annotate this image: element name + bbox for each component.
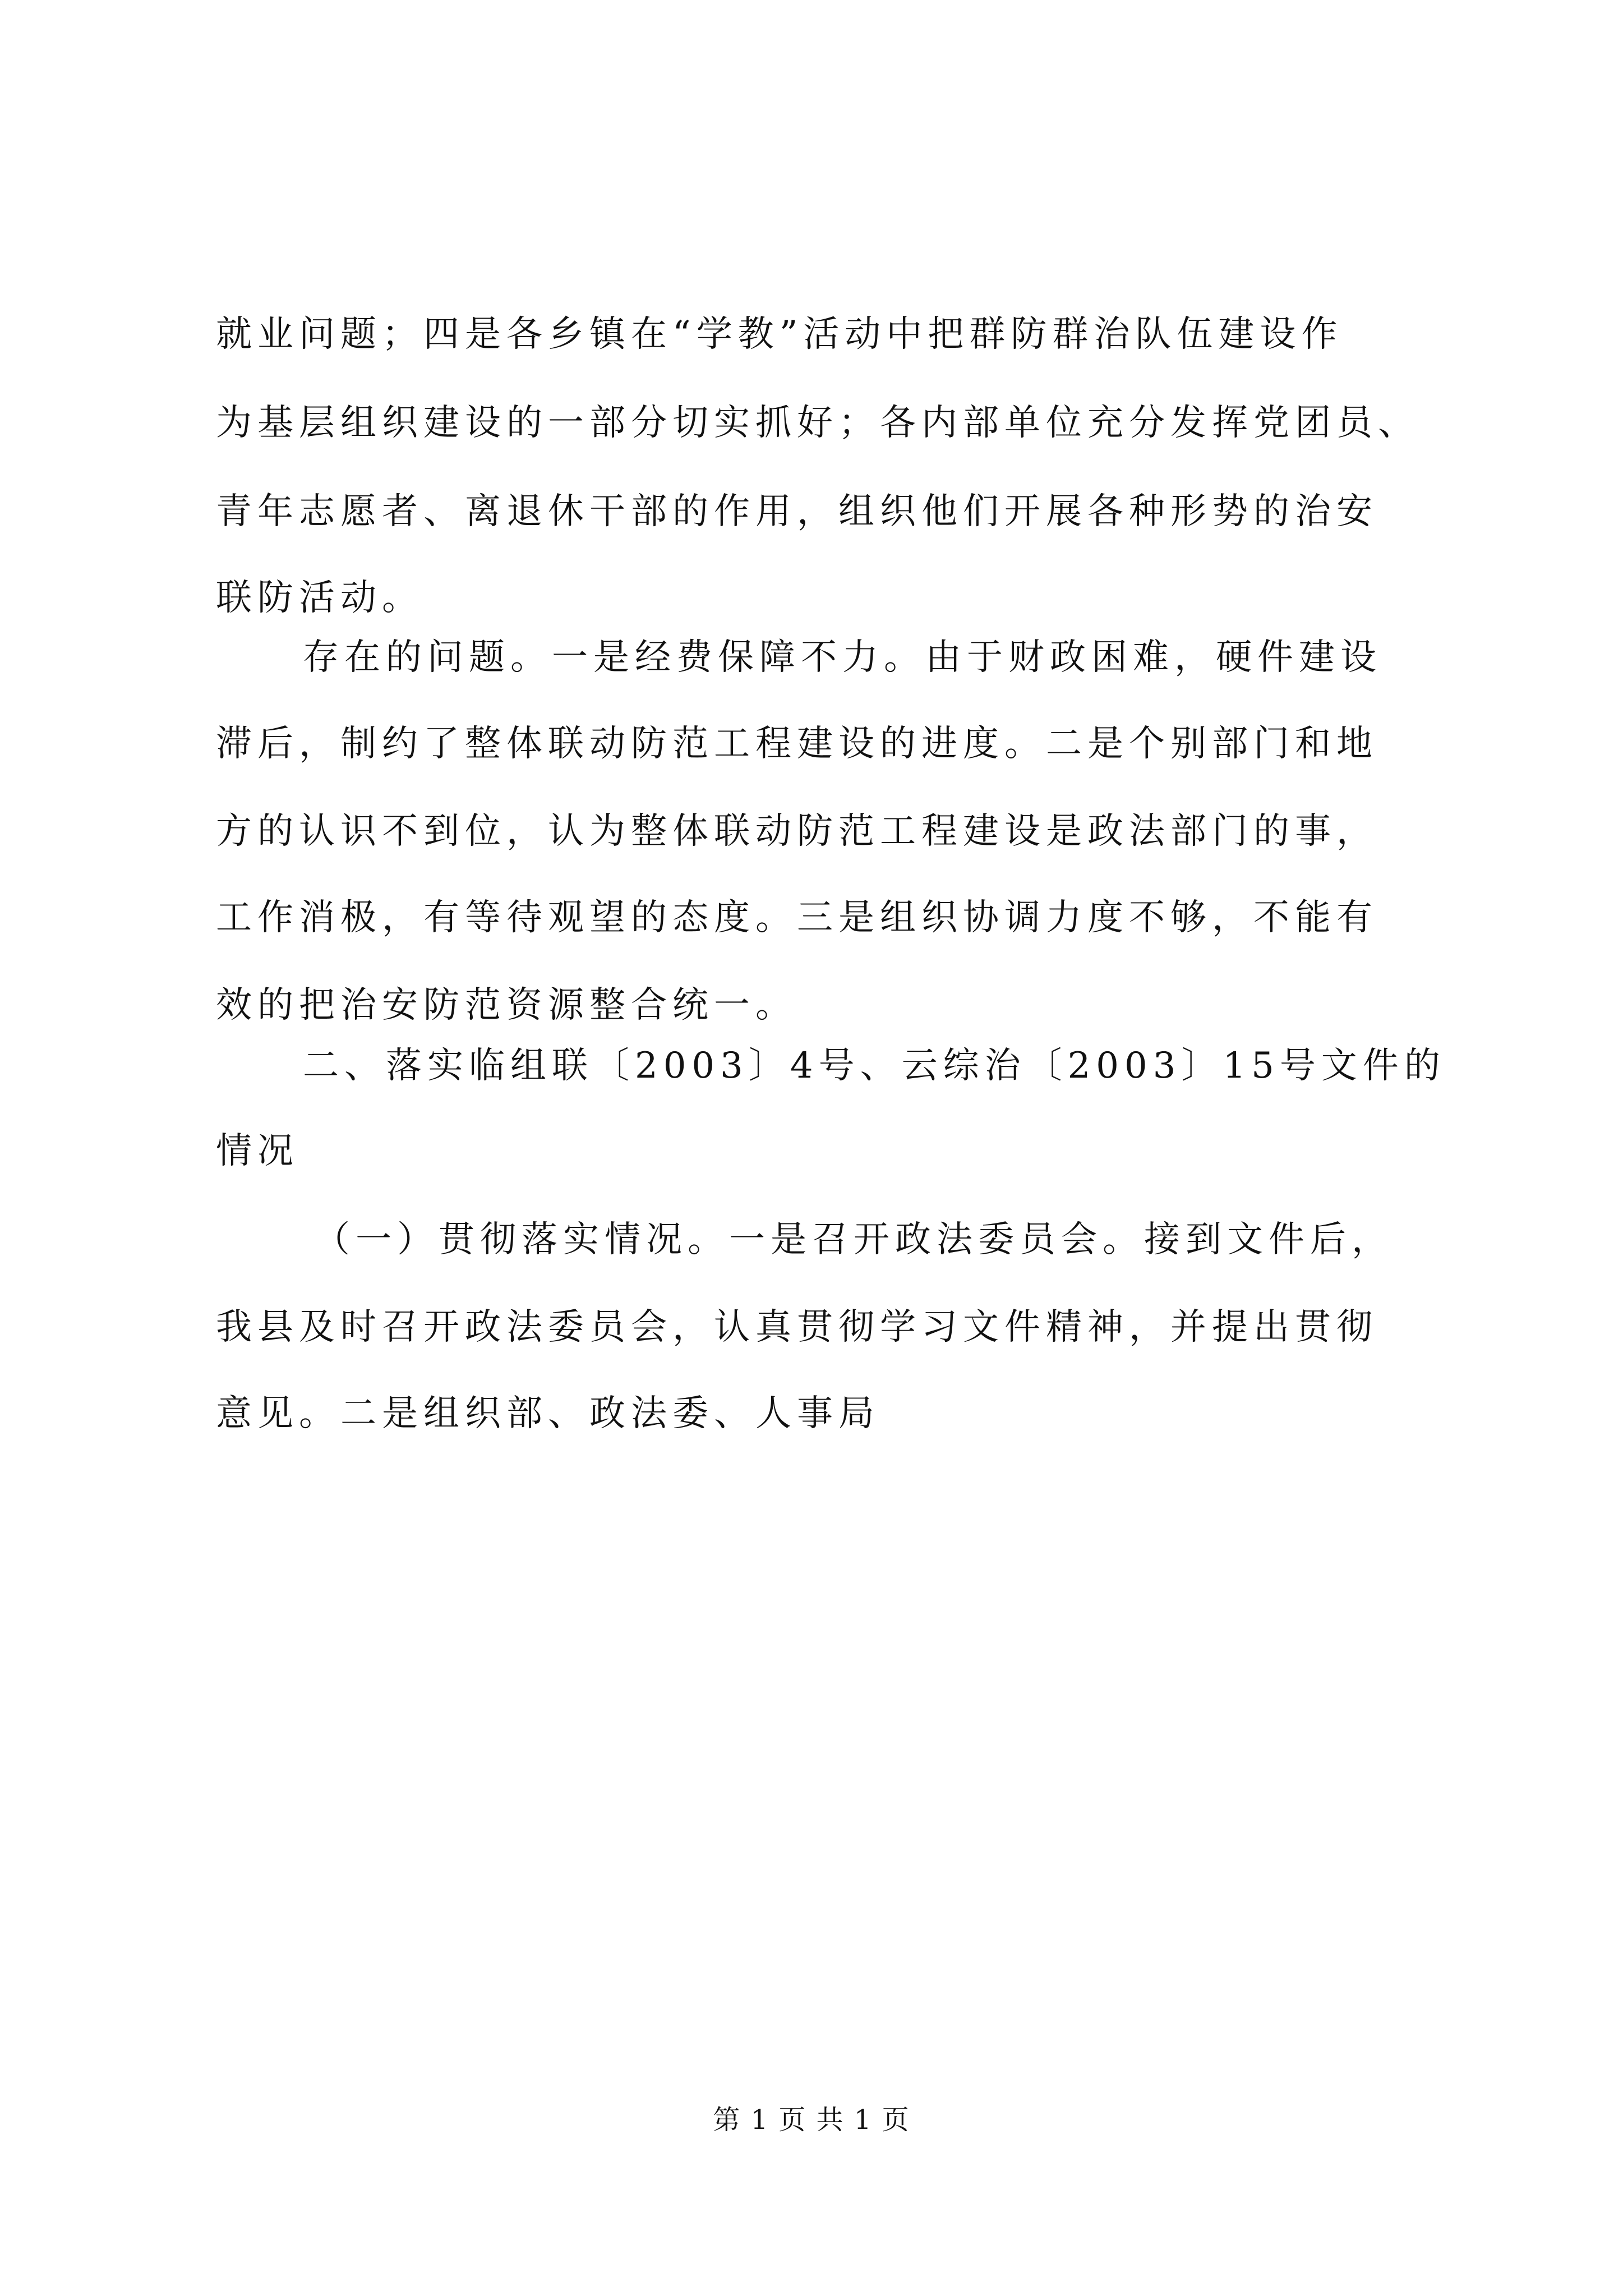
body-text-line: 工作消极，有等待观望的态度。三是组织协调力度不够，不能有 [216,897,1378,938]
body-text-line: 就业问题；四是各乡镇在“学教”活动中把群防群治队伍建设作 [216,314,1343,355]
body-text-line: 方的认识不到位，认为整体联动防范工程建设是政法部门的事， [216,811,1378,852]
body-text-line: 为基层组织建设的一部分切实抓好；各内部单位充分发挥党团员、 [216,402,1419,444]
body-text-line: 效的把治安防范资源整合统一。 [216,984,797,1026]
body-text-line: 意见。二是组织部、政法委、人事局 [216,1393,880,1434]
section-heading-line: 二、落实临组联〔2003〕4号、云综治〔2003〕15号文件的 [303,1045,1446,1087]
body-text-line: 青年志愿者、离退休干部的作用，组织他们开展各种形势的治安 [216,491,1378,532]
paragraph-first-line: 存在的问题。一是经费保障不力。由于财政困难，硬件建设 [303,637,1382,678]
body-text-line: 滞后，制约了整体联动防范工程建设的进度。二是个别部门和地 [216,723,1378,765]
body-text-line: 联防活动。 [216,577,423,619]
body-text-line: 我县及时召开政法委员会，认真贯彻学习文件精神，并提出贯彻 [216,1306,1378,1348]
section-heading-line: 情况 [216,1130,299,1172]
paragraph-first-line: （一）贯彻落实情况。一是召开政法委员会。接到文件后， [314,1219,1393,1260]
page-number-footer: 第 1 页 共 1 页 [713,2104,910,2136]
